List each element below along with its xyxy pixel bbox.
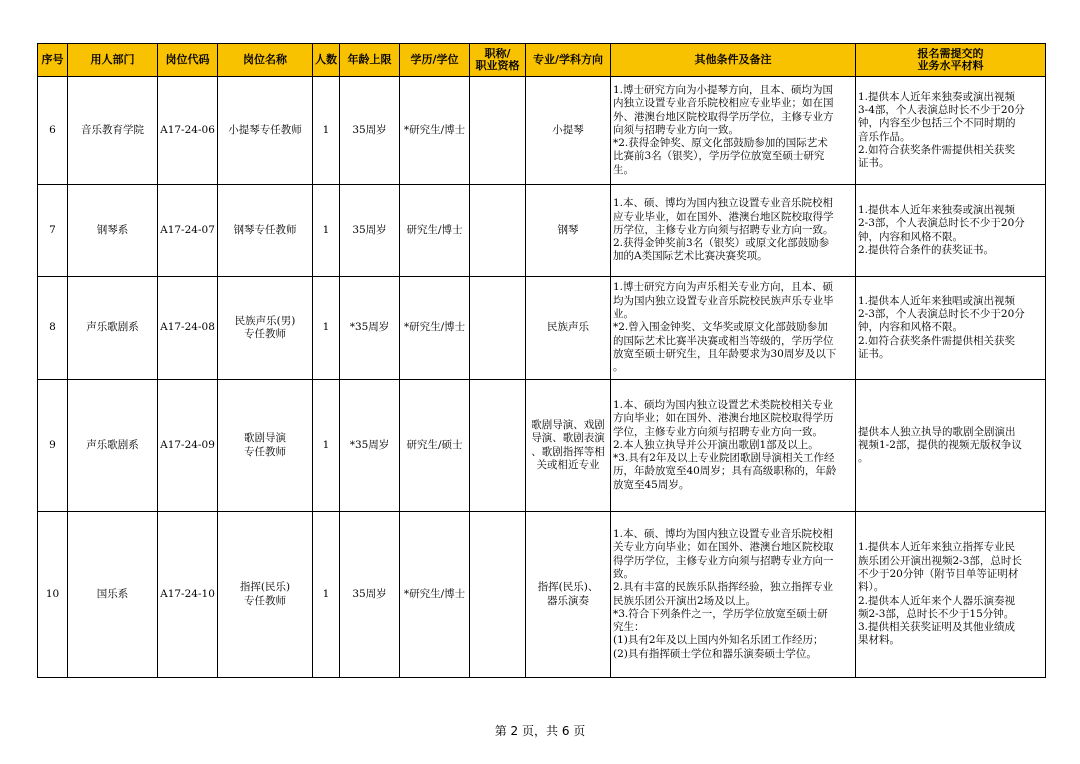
cell-index: 9 <box>38 380 68 512</box>
cell-count: 1 <box>313 77 340 185</box>
text-line: 。 <box>613 361 624 374</box>
text-line: 。 <box>858 452 869 465</box>
header-post-name: 岗位名称 <box>218 44 313 77</box>
cell-post-code: A17-24-08 <box>158 277 218 380</box>
text-line: 歌剧导演 <box>244 432 286 445</box>
text-line: (2)具有指挥硕士学位和器乐演奏硕士学位。 <box>613 647 817 660</box>
text-line: 音乐作品。 <box>858 130 911 143</box>
text-line: 3.提供相关获奖证明及其他业绩成 <box>858 621 1016 634</box>
text-line: 外、港澳台地区院校取得学历学位，主修专业方 <box>613 110 834 123</box>
text-line: 得学历学位，主修专业方向须与招聘专业方向一 <box>613 554 834 567</box>
table-row <box>38 380 1046 512</box>
text-line: 专任教师 <box>244 594 286 607</box>
text-line: 钟，内容至少包括三个不同时期的 <box>858 117 1016 130</box>
text-line: 放宽至硕士研究生，且年龄要求为30周岁及以下 <box>613 347 837 360</box>
header-major: 专业/学科方向 <box>526 44 611 77</box>
text-line: 究生： <box>613 621 645 634</box>
text-line: 学位，主修专业方向须与招聘专业方向一致。 <box>613 425 823 438</box>
cell-title-qualification <box>470 77 526 185</box>
cell-post-code: A17-24-06 <box>158 77 218 185</box>
cell-title-qualification <box>470 277 526 380</box>
header-department: 用人部门 <box>68 44 158 77</box>
text-line: 生。 <box>613 163 634 176</box>
text-line: 民族声乐(男) <box>234 314 296 327</box>
text-line: 历学位，主修专业方向须与招聘专业方向一致。 <box>613 223 834 236</box>
cell-title-qualification <box>470 185 526 277</box>
text-line: 果材料。 <box>858 634 900 647</box>
cell-post-name <box>218 380 313 512</box>
cell-department: 声乐歌剧系 <box>68 380 158 512</box>
text-line: 1.提供本人近年来独立指挥专业民 <box>858 541 1016 554</box>
table-row <box>38 77 1046 185</box>
header-count: 人数 <box>313 44 340 77</box>
text-line: 指挥(民乐) <box>239 581 291 594</box>
table-row <box>38 277 1046 380</box>
text-line: 1.本、硕均为国内独立设置艺术类院校相关专业 <box>613 398 834 411</box>
cell-notes <box>611 380 856 512</box>
cell-count: 1 <box>313 185 340 277</box>
text-line: 历，年龄放宽至40周岁；具有高级职称的，年龄 <box>613 465 837 478</box>
header-post-code: 岗位代码 <box>158 44 218 77</box>
cell-post-name <box>218 512 313 678</box>
page-footer: 第 2 页，共 6 页 <box>494 724 586 738</box>
header-age-limit: 年龄上限 <box>340 44 400 77</box>
cell-major <box>526 77 611 185</box>
text-line: 1.提供本人近年来独唱或演出视频 <box>858 294 1016 307</box>
cell-major <box>526 380 611 512</box>
text-line: 小提琴专任教师 <box>228 123 302 136</box>
cell-post-name <box>218 185 313 277</box>
text-line: 方向毕业；如在国外、港澳台地区院校取得学历 <box>613 412 834 425</box>
cell-age-limit: *35周岁 <box>340 277 400 380</box>
cell-education: *研究生/博士 <box>400 77 470 185</box>
text-line: 应专业毕业，如在国外、港澳台地区院校取得学 <box>613 210 834 223</box>
text-line: 职业资格 <box>475 60 520 72</box>
text-line: 关或相近专业 <box>536 458 600 471</box>
text-line: 1.博士研究方向为声乐相关专业方向，且本、硕 <box>613 281 834 294</box>
text-line: 放宽至45周岁。 <box>613 478 690 491</box>
text-line: 歌剧导演、戏剧 <box>531 418 605 431</box>
cell-materials <box>856 512 1046 678</box>
cell-count: 1 <box>313 512 340 678</box>
text-line: 2.提供本人近年来个人器乐演奏视 <box>858 594 1016 607</box>
cell-count: 1 <box>313 380 340 512</box>
text-line: 钟，内容和风格不限。 <box>858 230 963 243</box>
text-line: 2.本人独立执导并公开演出歌剧1部及以上。 <box>613 438 819 451</box>
job-table <box>37 43 1046 678</box>
text-line: 2.具有丰富的民族乐队指挥经验，独立指挥专业 <box>613 581 834 594</box>
text-line: 提供本人独立执导的歌剧全剧演出 <box>858 425 1016 438</box>
text-line: 料）。 <box>858 581 885 594</box>
text-line: 证书。 <box>858 157 890 170</box>
header-materials <box>856 44 1046 77</box>
text-line: 民族乐团公开演出2场及以上。 <box>613 594 757 607</box>
text-line: 业务水平材料 <box>917 60 984 72</box>
text-line: *2.曾入围金钟奖、文华奖或原文化部鼓励参加 <box>613 321 828 334</box>
text-line: 向须与招聘专业方向一致。 <box>613 123 739 136</box>
cell-age-limit: 35周岁 <box>340 512 400 678</box>
cell-post-code: A17-24-07 <box>158 185 218 277</box>
cell-index: 6 <box>38 77 68 185</box>
text-line: *2.获得金钟奖、原文化部鼓励参加的国际艺术 <box>613 137 828 150</box>
text-line: 1.本、硕、博均为国内独立设置专业音乐院校相 <box>613 197 834 210</box>
text-line: 2.如符合获奖条件需提供相关获奖 <box>858 334 1016 347</box>
text-line: 证书。 <box>858 347 890 360</box>
text-line: 、歌剧指挥等相 <box>531 445 605 458</box>
cell-notes <box>611 512 856 678</box>
text-line: 民族声乐 <box>547 321 589 334</box>
cell-department: 音乐教育学院 <box>68 77 158 185</box>
cell-index: 7 <box>38 185 68 277</box>
text-line: 导演、歌剧表演 <box>531 432 605 445</box>
cell-notes <box>611 77 856 185</box>
cell-count: 1 <box>313 277 340 380</box>
cell-title-qualification <box>470 512 526 678</box>
text-line: 3-4部，个人表演总时长不少于20分 <box>858 103 1025 116</box>
cell-materials <box>856 380 1046 512</box>
cell-post-name <box>218 277 313 380</box>
text-line: 2-3部，个人表演总时长不少于20分 <box>858 308 1025 321</box>
text-line: 2.获得金钟奖前3名（银奖）或原文化部鼓励参 <box>613 237 830 250</box>
text-line: 钢琴专任教师 <box>233 223 297 236</box>
cell-education: *研究生/博士 <box>400 512 470 678</box>
cell-age-limit: 35周岁 <box>340 77 400 185</box>
cell-notes <box>611 185 856 277</box>
cell-major <box>526 277 611 380</box>
header-notes: 其他条件及备注 <box>611 44 856 77</box>
cell-age-limit: *35周岁 <box>340 380 400 512</box>
text-line: 内独立设置专业音乐院校相应专业毕业；如在国 <box>613 97 834 110</box>
text-line: 1.博士研究方向为小提琴方向，且本、硕均为国 <box>613 83 834 96</box>
text-line: 1.提供本人近年来独奏或演出视频 <box>858 203 1016 216</box>
text-line: 器乐演奏 <box>547 594 589 607</box>
text-line: 的国际艺术比赛半决赛或相当等级的，学历学位 <box>613 334 834 347</box>
text-line: 不少于20分钟（附节目单等证明材 <box>858 567 1019 580</box>
text-line: 钟，内容和风格不限。 <box>858 321 963 334</box>
text-line: 报名需提交的 <box>917 48 984 60</box>
text-line: 职称/ <box>484 48 511 60</box>
text-line: 视频1-2部，提供的视频无版权争议 <box>858 438 1022 451</box>
cell-materials <box>856 277 1046 380</box>
table-body <box>38 77 1046 678</box>
cell-department: 国乐系 <box>68 512 158 678</box>
cell-index: 10 <box>38 512 68 678</box>
text-line: 2-3部，个人表演总时长不少于20分 <box>858 217 1025 230</box>
cell-age-limit: 35周岁 <box>340 185 400 277</box>
text-line: 比赛前3名（银奖），学历学位放宽至硕士研究 <box>613 150 825 163</box>
cell-post-code: A17-24-09 <box>158 380 218 512</box>
text-line: *3.符合下列条件之一，学历学位放宽至硕士研 <box>613 607 828 620</box>
text-line: 均为国内独立设置专业音乐院校民族声乐专业毕 <box>613 294 834 307</box>
cell-major <box>526 512 611 678</box>
header-title-qualification <box>470 44 526 77</box>
text-line: 加的A类国际艺术比赛决赛奖项。 <box>613 250 768 263</box>
cell-materials <box>856 77 1046 185</box>
text-line: 频2-3部，总时长不少于15分钟。 <box>858 607 1015 620</box>
cell-post-name <box>218 77 313 185</box>
text-line: 小提琴 <box>552 123 584 136</box>
cell-education: 研究生/博士 <box>400 185 470 277</box>
cell-notes <box>611 277 856 380</box>
text-line: 1.提供本人近年来独奏或演出视频 <box>858 90 1016 103</box>
text-line: 族乐团公开演出视频2-3部，总时长 <box>858 554 1022 567</box>
text-line: *3.具有2年及以上专业院团歌剧导演相关工作经 <box>613 452 835 465</box>
header-index: 序号 <box>38 44 68 77</box>
text-line: 指挥(民乐)、 <box>537 581 599 594</box>
cell-education: *研究生/博士 <box>400 277 470 380</box>
table-header-row <box>38 44 1046 77</box>
table-row <box>38 185 1046 277</box>
header-education: 学历/学位 <box>400 44 470 77</box>
text-line: 专任教师 <box>244 445 286 458</box>
text-line: 致。 <box>613 567 634 580</box>
cell-department: 钢琴系 <box>68 185 158 277</box>
text-line: 2.如符合获奖条件需提供相关获奖 <box>858 143 1016 156</box>
cell-index: 8 <box>38 277 68 380</box>
cell-post-code: A17-24-10 <box>158 512 218 678</box>
cell-title-qualification <box>470 380 526 512</box>
text-line: 1.本、硕、博均为国内独立设置专业音乐院校相 <box>613 528 834 541</box>
cell-department: 声乐歌剧系 <box>68 277 158 380</box>
cell-materials <box>856 185 1046 277</box>
text-line: 专任教师 <box>244 328 286 340</box>
table-row <box>38 512 1046 678</box>
text-line: (1)具有2年及以上国内外知名乐团工作经历； <box>613 634 824 647</box>
text-line: 钢琴 <box>557 223 579 236</box>
text-line: 业。 <box>613 308 634 321</box>
cell-education: 研究生/硕士 <box>400 380 470 512</box>
text-line: 2.提供符合条件的获奖证书。 <box>858 243 995 256</box>
text-line: 关专业方向毕业；如在国外、港澳台地区院校取 <box>613 541 834 554</box>
cell-major <box>526 185 611 277</box>
